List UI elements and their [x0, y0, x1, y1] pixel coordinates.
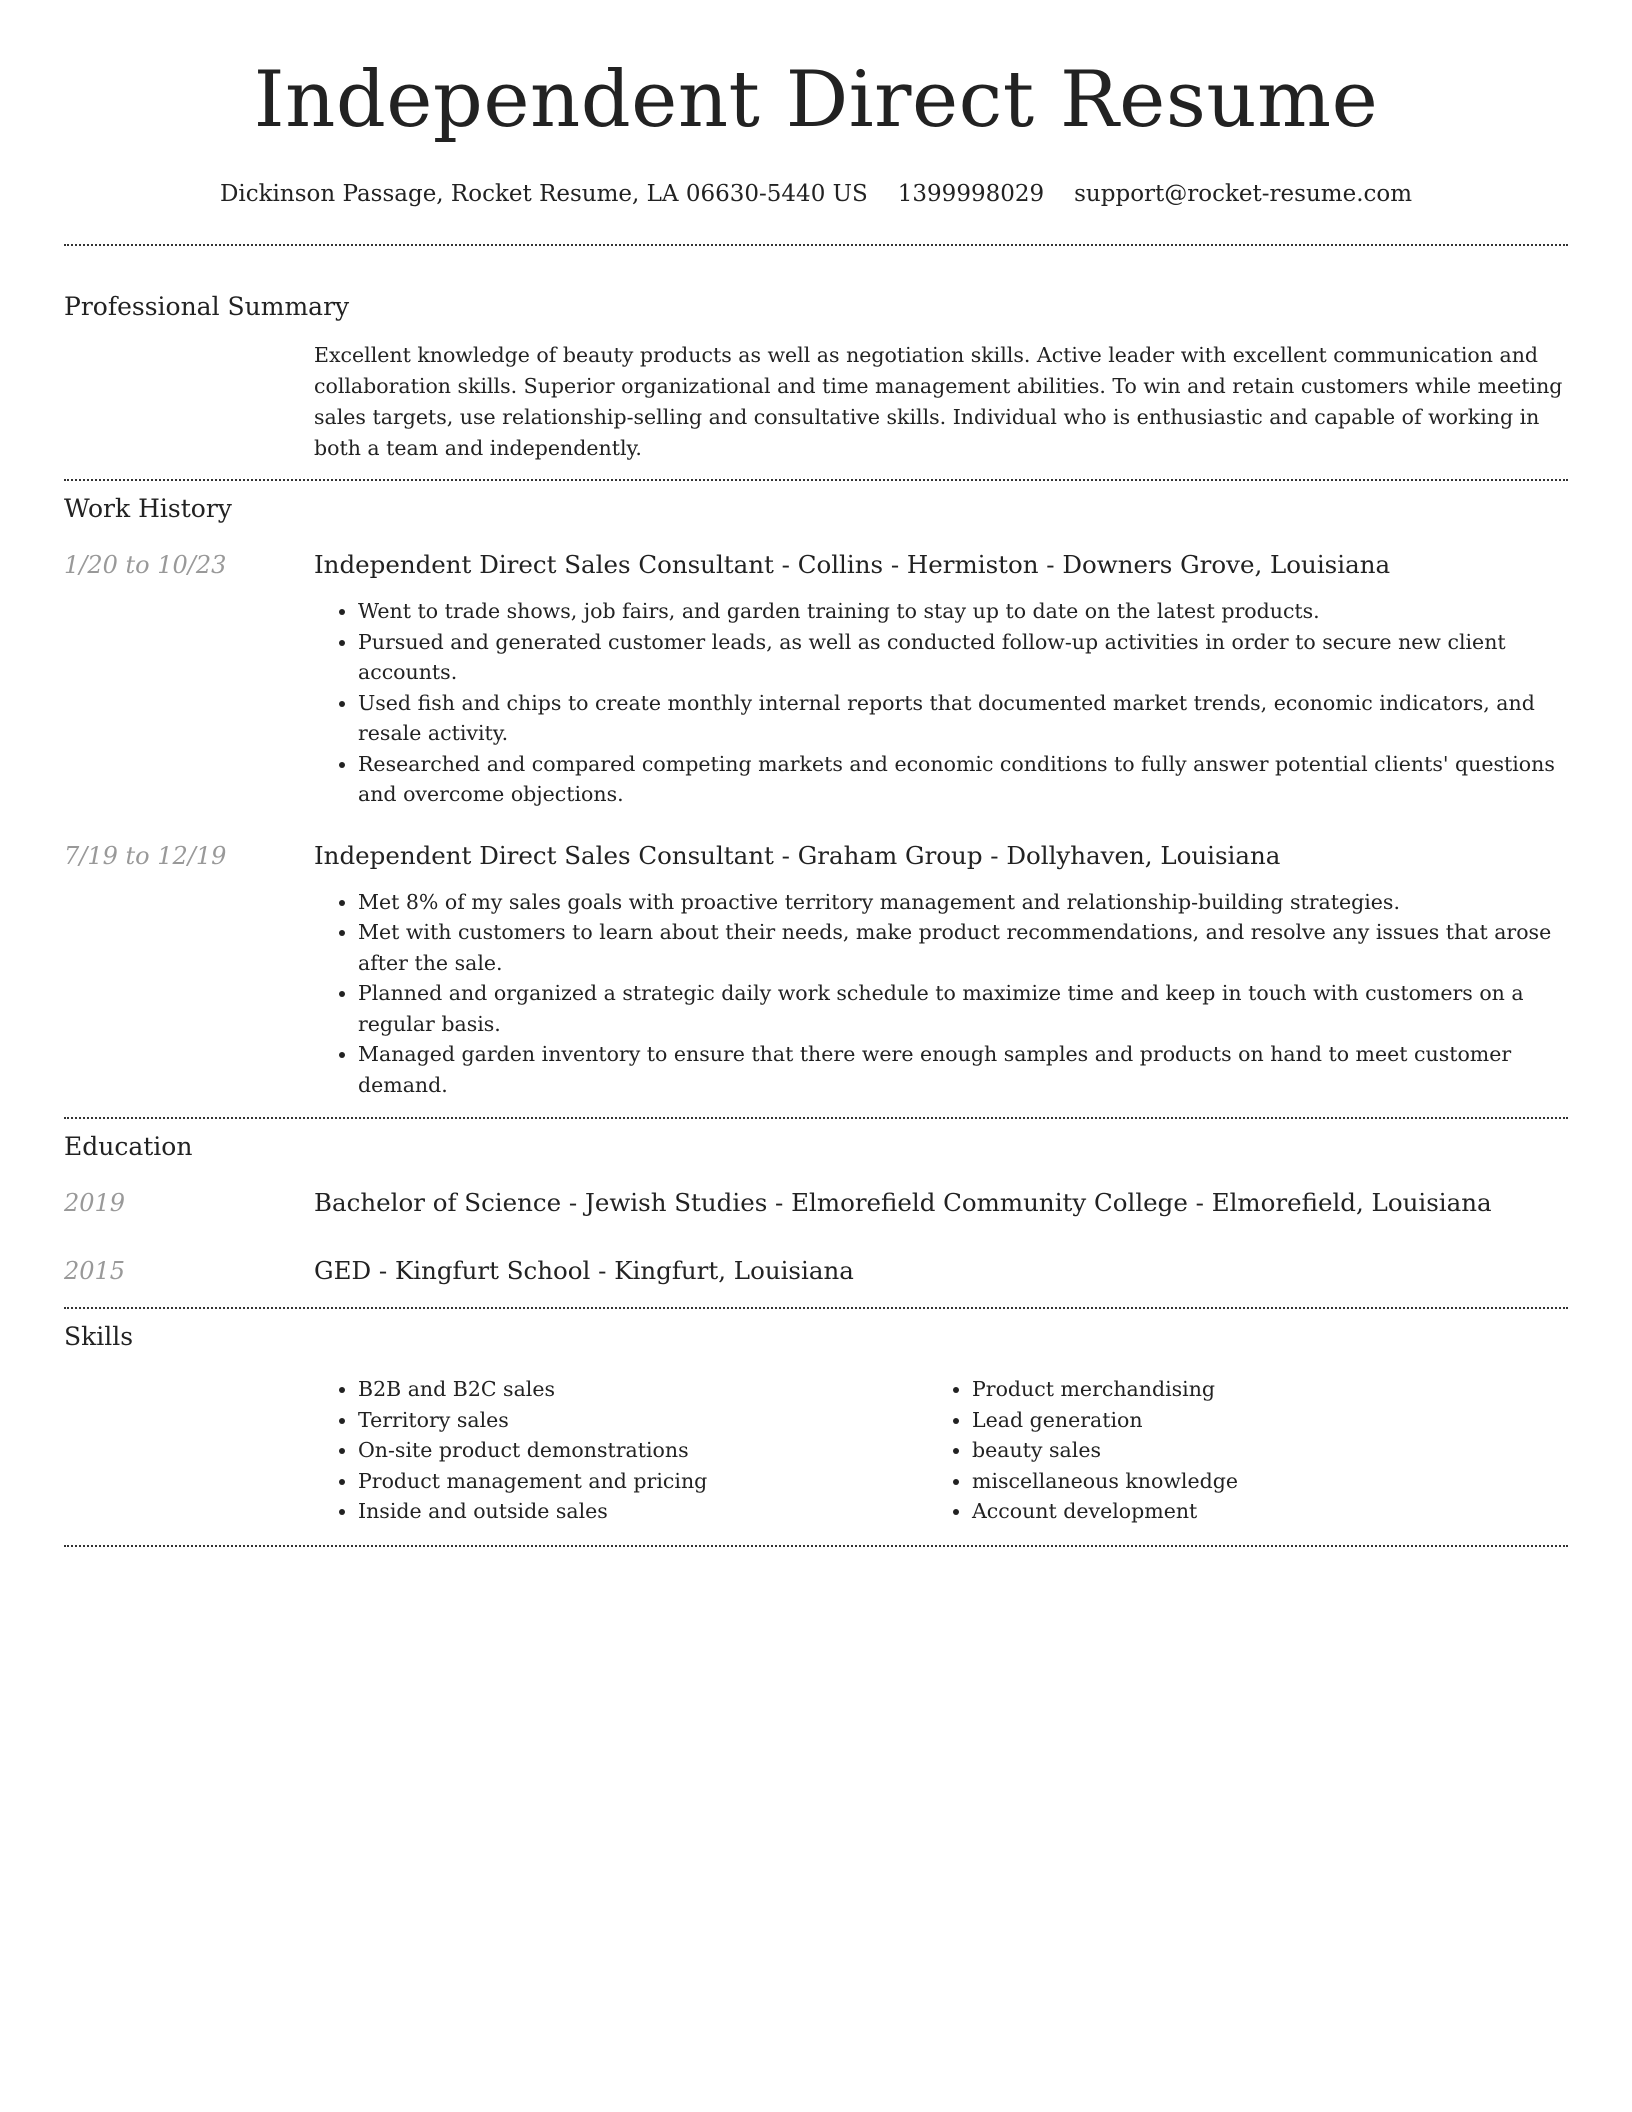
list-item: • Planned and organized a strategic daily work schedule to maximize time and keep in touch with customers on a regular basis. — [358, 978, 1568, 1039]
list-item: • Product merchandising — [972, 1374, 1542, 1405]
list-item: • Territory sales — [358, 1405, 928, 1436]
list-item: • miscellaneous knowledge — [972, 1466, 1542, 1497]
list-item: • B2B and B2C sales — [358, 1374, 928, 1405]
resume-name: Independent Direct Resume — [253, 55, 1379, 145]
contact-address: Dickinson Passage, Rocket Resume, LA 06630-5440 US — [219, 181, 868, 207]
education-section — [64, 1119, 1568, 1288]
summary-section — [64, 246, 1568, 464]
job-entry — [64, 548, 1568, 810]
skills-title: Skills — [64, 1322, 134, 1351]
resume-header — [64, 0, 1568, 210]
job-dates: 7/19 to 12/19 — [64, 841, 227, 870]
job-entry — [64, 839, 1568, 1101]
skills-list-right — [928, 1374, 1542, 1527]
job-dates: 1/20 to 10/23 — [64, 551, 227, 579]
education-heading: GED - Kingfurt School - Kingfurt, Louisiana — [314, 1256, 854, 1285]
job-heading: Independent Direct Sales Consultant - Graham Group - Dollyhaven, Louisiana — [314, 840, 1281, 870]
education-year: 2015 — [64, 1257, 126, 1285]
work-history-title: Work History — [64, 494, 232, 523]
education-year: 2019 — [64, 1189, 126, 1217]
education-entry — [64, 1186, 1568, 1220]
list-item: • Met 8% of my sales goals with proactive territory management and relationship-building strategies. — [358, 887, 1568, 918]
skills-list-left — [314, 1374, 928, 1527]
list-item: • Went to trade shows, job fairs, and garden training to stay up to date on the latest products. — [358, 596, 1568, 627]
summary-title: Professional Summary — [64, 292, 350, 321]
list-item: • Researched and compared competing markets and economic conditions to fully answer potential clients' questions and overcome objections. — [358, 749, 1568, 810]
contact-email: support@rocket-resume.com — [1074, 181, 1413, 207]
list-item: • Inside and outside sales — [358, 1496, 928, 1527]
list-item: • Lead generation — [972, 1405, 1542, 1436]
skills-section — [64, 1309, 1568, 1527]
job-bullets — [314, 887, 1568, 1101]
list-item: • Met with customers to learn about their needs, make product recommendations, and resolve any issues that arose after the sale. — [358, 917, 1568, 978]
section-divider — [64, 1545, 1568, 1547]
list-item: • Used fish and chips to create monthly internal reports that documented market trends, economic indicators, and resale activity. — [358, 688, 1568, 749]
list-item: • beauty sales — [972, 1435, 1542, 1466]
list-item: • On-site product demonstrations — [358, 1435, 928, 1466]
job-bullets — [314, 596, 1568, 810]
list-item: • Account development — [972, 1496, 1542, 1527]
education-heading: Bachelor of Science - Jewish Studies - Elmorefield Community College - Elmorefield, Louisiana — [314, 1188, 1492, 1217]
education-title: Education — [64, 1132, 193, 1161]
contact-line — [64, 178, 1568, 210]
education-entry — [64, 1254, 1568, 1288]
job-heading: Independent Direct Sales Consultant - Collins - Hermiston - Downers Grove, Louisiana — [314, 550, 1391, 579]
list-item: • Managed garden inventory to ensure that there were enough samples and products on hand to meet customer demand. — [358, 1039, 1568, 1100]
list-item: • Pursued and generated customer leads, as well as conducted follow-up activities in order to secure new client accounts. — [358, 627, 1568, 688]
summary-text: Excellent knowledge of beauty products as well as negotiation skills. Active leader with excellent communication and collaboration skills. Superior organizational and time management abilities. To win and retain customers while meeting sales targets, use relationship-selling and consultative skills. Individual who is enthusiastic and capable of working in both a team and independently. — [314, 343, 1563, 460]
list-item: • Product management and pricing — [358, 1466, 928, 1497]
contact-phone: 1399998029 — [897, 181, 1045, 207]
work-history-section — [64, 481, 1568, 1100]
